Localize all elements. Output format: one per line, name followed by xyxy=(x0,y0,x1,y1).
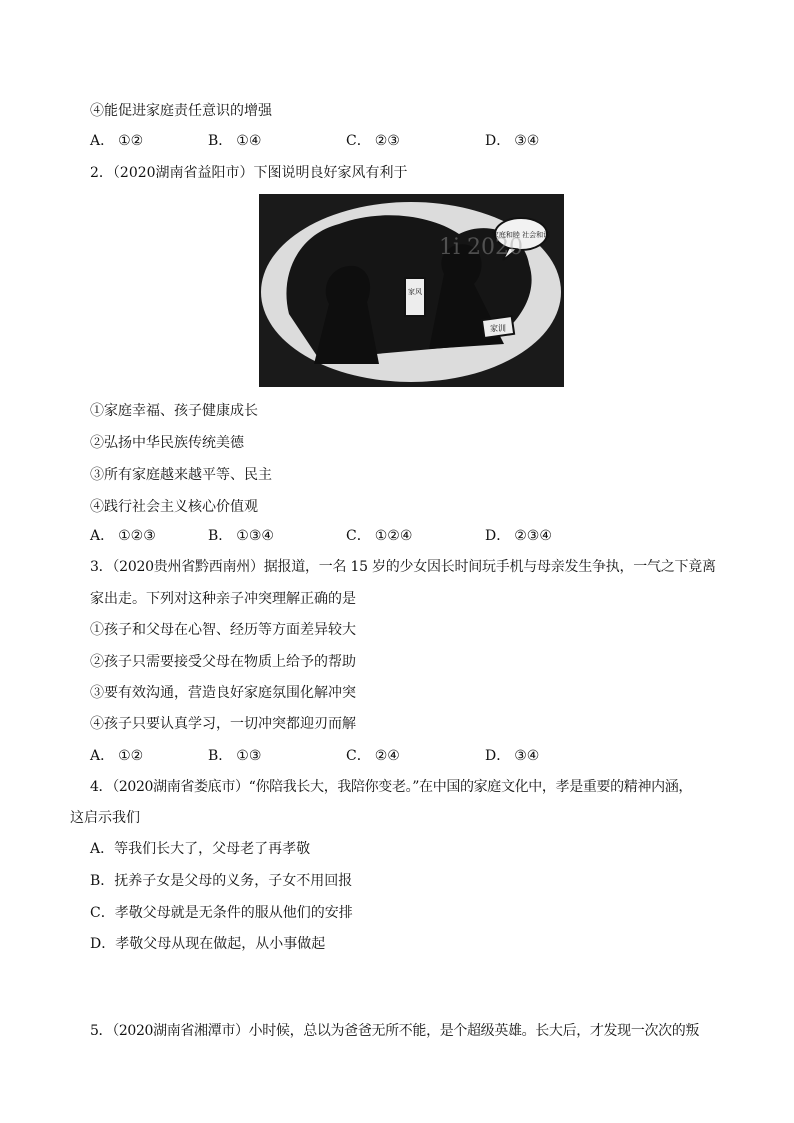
q1-option-b: B． ①④ xyxy=(208,133,262,149)
q3-stem-line2: 家出走。下列对这种亲子冲突理解正确的是 xyxy=(90,591,356,607)
q3-option-b: B． ①③ xyxy=(208,748,262,764)
q2-cartoon-figure xyxy=(259,194,564,387)
q2-stem: 2．（2020湖南省益阳市）下图说明良好家风有利于 xyxy=(90,165,408,181)
q4-option-b: B．抚养子女是父母的义务，子女不用回报 xyxy=(90,873,353,889)
q2-option-c: C． ①②④ xyxy=(346,528,413,544)
q2-item-2: ②弘扬中华民族传统美德 xyxy=(90,435,244,451)
cartoon-image xyxy=(259,194,564,387)
q2-option-a: A． ①②③ xyxy=(90,528,156,544)
q2-option-d: D． ②③④ xyxy=(485,528,552,544)
q4-stem-line2: 这启示我们 xyxy=(70,810,140,826)
q2-option-b: B． ①③④ xyxy=(208,528,274,544)
q4-option-d: D．孝敬父母从现在做起，从小事做起 xyxy=(90,936,326,952)
q3-option-d: D． ③④ xyxy=(485,748,540,764)
q3-item-3: ③要有效沟通，营造良好家庭氛围化解冲突 xyxy=(90,685,356,701)
speech-bubble-text: 家庭和睦 社会和谐 xyxy=(491,231,551,239)
q4-option-a: A．等我们长大了，父母老了再孝敬 xyxy=(90,841,311,857)
q2-item-1: ①家庭幸福、孩子健康成长 xyxy=(90,403,258,419)
q5-stem-line1: 5．（2020湖南省湘潭市）小时候，总以为爸爸无所不能，是个超级英雄。长大后，才发现一次次的叛 xyxy=(90,1023,700,1039)
q4-stem-line1: 4．（2020湖南省娄底市）“你陪我长大，我陪你变老。”在中国的家庭文化中，孝是重要的精神内涵， xyxy=(90,779,693,795)
q3-option-c: C． ②④ xyxy=(346,748,400,764)
q2-item-3: ③所有家庭越来越平等、民主 xyxy=(90,467,272,483)
sign-left-text: 家风 xyxy=(408,288,422,296)
watermark-text: 1i 2020 xyxy=(439,235,524,260)
q1-item-4: ④能促进家庭责任意识的增强 xyxy=(90,103,272,119)
sign-right-text: 家训 xyxy=(490,324,506,333)
q3-stem-line1: 3．（2020贵州省黔西南州）据报道，一名 15 岁的少女因长时间玩手机与母亲发生争执，一气之下竟离 xyxy=(90,559,716,575)
q1-option-a: A． ①② xyxy=(90,133,144,149)
q3-item-4: ④孩子只要认真学习，一切冲突都迎刃而解 xyxy=(90,716,356,732)
q3-item-1: ①孩子和父母在心智、经历等方面差异较大 xyxy=(90,622,356,638)
q1-option-c: C． ②③ xyxy=(346,133,400,149)
q3-option-a: A． ①② xyxy=(90,748,144,764)
q4-option-c: C．孝敬父母就是无条件的服从他们的安排 xyxy=(90,905,353,921)
q3-item-2: ②孩子只需要接受父母在物质上给予的帮助 xyxy=(90,654,356,670)
q1-option-d: D． ③④ xyxy=(485,133,540,149)
q2-item-4: ④践行社会主义核心价值观 xyxy=(90,499,258,515)
